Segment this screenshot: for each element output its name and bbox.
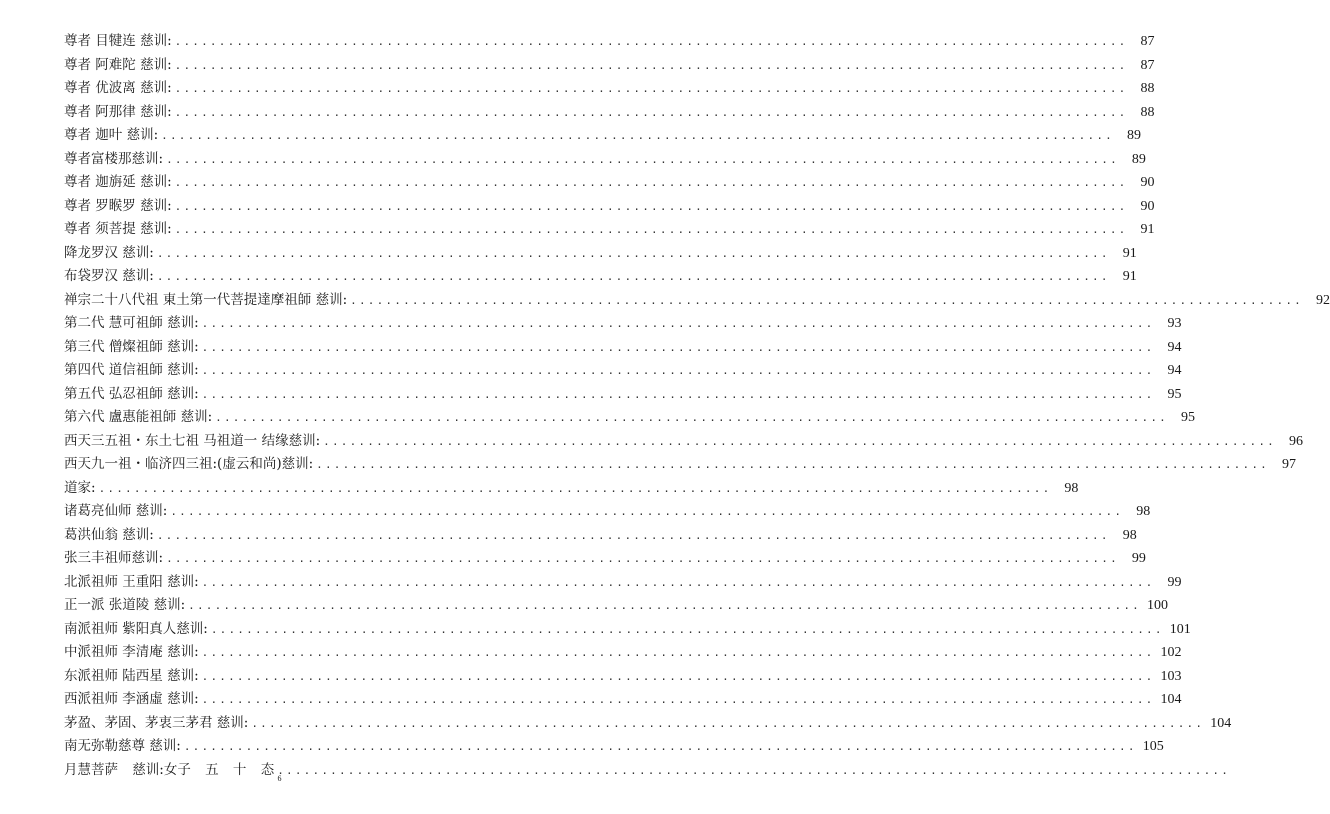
dot-leader: ............................................................................................................	[174, 176, 1128, 189]
page-number: 6	[277, 774, 282, 783]
toc-entry-page: 90	[1140, 198, 1155, 214]
dot-leader: ............................................................................................................	[98, 481, 1052, 495]
toc-entry[interactable]	[64, 336, 1182, 360]
dot-leader: ............................................................................................................	[350, 293, 1303, 307]
dot-leader: ............................................................................................................	[174, 82, 1128, 95]
toc-entry-title: 尊者 须菩提 慈训:	[64, 221, 172, 237]
toc-entry-page: 88	[1140, 104, 1155, 120]
toc-entry-page: 100	[1146, 598, 1168, 613]
toc-entry-page: 97	[1281, 457, 1296, 472]
table-of-contents	[64, 30, 1330, 782]
toc-entry-page: 94	[1167, 363, 1182, 378]
dot-leader: ............................................................................................................	[156, 528, 1110, 542]
toc-entry-page: 90	[1140, 175, 1155, 190]
toc-entry-title: 张三丰祖师慈训:	[64, 550, 164, 566]
toc-entry[interactable]	[64, 500, 1151, 524]
toc-entry-title: 布袋罗汉 慈训:	[64, 268, 154, 284]
toc-entry[interactable]	[64, 218, 1155, 242]
toc-entry[interactable]	[64, 124, 1141, 148]
toc-entry-title: 茅盈、茅固、茅衷三茅君 慈训:	[64, 714, 249, 731]
toc-entry[interactable]	[64, 735, 1164, 759]
dot-leader: ............................................................................................................	[156, 246, 1110, 260]
toc-entry-page: 89	[1131, 151, 1146, 167]
dot-leader: ............................................................................................................	[210, 622, 1164, 636]
toc-entry[interactable]	[64, 524, 1137, 548]
toc-entry-page: 99	[1131, 551, 1146, 566]
toc-entry[interactable]	[64, 265, 1137, 289]
toc-entry-page: 91	[1122, 245, 1137, 261]
dot-leader: ............................................................................................................	[201, 693, 1155, 706]
toc-entry-title: 尊者 阿难陀 慈训:	[64, 56, 172, 73]
toc-entry-title: 正一派 张道陵 慈训:	[64, 597, 186, 613]
dot-leader: ............................................................................................................	[174, 105, 1128, 119]
toc-entry-title: 中派祖师 李清庵 慈训:	[64, 644, 199, 660]
toc-entry[interactable]	[64, 430, 1303, 454]
toc-entry-title: 南派祖师 紫阳真人慈训:	[64, 620, 208, 637]
toc-entry-title: 第四代 道信祖師 慈训:	[64, 362, 199, 378]
dot-leader: ............................................................................................................	[174, 223, 1128, 236]
toc-entry[interactable]	[64, 477, 1079, 501]
toc-entry[interactable]	[64, 618, 1191, 642]
toc-entry-page: 94	[1167, 339, 1182, 355]
toc-entry-page: 104	[1160, 692, 1182, 707]
toc-entry-title: 尊者 目犍连 慈训:	[64, 33, 172, 49]
dot-leader: ............................................................................................................	[316, 458, 1269, 471]
toc-entry-page: 102	[1160, 645, 1182, 660]
toc-entry-title: 北派祖师 王重阳 慈训:	[64, 573, 199, 590]
toc-entry-page: 95	[1167, 386, 1182, 402]
toc-entry-page: 99	[1167, 574, 1182, 590]
dot-leader: ............................................................................................................	[166, 552, 1119, 565]
dot-leader: ............................................................................................................	[174, 58, 1128, 72]
toc-entry[interactable]	[64, 665, 1182, 689]
toc-entry[interactable]	[64, 547, 1146, 571]
toc-entry[interactable]	[64, 571, 1182, 595]
toc-entry-title: 尊者 罗睺罗 慈训:	[64, 197, 172, 214]
dot-leader: ............................................................................................................	[183, 740, 1137, 753]
dot-leader: ............................................................................................................	[201, 575, 1155, 589]
toc-entry-title: 第五代 弘忍祖師 慈训:	[64, 385, 199, 402]
toc-entry[interactable]	[64, 171, 1155, 195]
toc-entry-title: 月慧菩萨 慈训:女子 五 十 态	[64, 761, 275, 778]
toc-entry-title: 葛洪仙翁 慈训:	[64, 526, 154, 543]
toc-entry[interactable]	[64, 195, 1155, 219]
toc-entry-title: 西派祖师 李涵虛 慈训:	[64, 691, 199, 707]
dot-leader: ............................................................................................................	[201, 646, 1155, 659]
toc-entry[interactable]	[64, 359, 1182, 383]
toc-entry-title: 西天三五祖・东土七祖 马祖道一 结缘慈训:	[64, 432, 321, 449]
dot-leader: ............................................................................................................	[201, 387, 1155, 401]
toc-entry[interactable]	[64, 641, 1182, 665]
toc-entry[interactable]	[64, 453, 1296, 477]
dot-leader: ............................................................................................................	[174, 199, 1128, 213]
dot-leader: ............................................................................................................	[174, 35, 1128, 48]
toc-entry-title: 诸葛亮仙师 慈训:	[64, 503, 168, 519]
toc-entry-title: 尊者 优波离 慈训:	[64, 80, 172, 96]
toc-entry[interactable]	[64, 289, 1330, 313]
dot-leader: ............................................................................................................	[161, 129, 1114, 142]
dot-leader: ............................................................................................................	[188, 599, 1141, 612]
toc-entry-page: 91	[1140, 222, 1155, 237]
toc-entry-title: 第二代 慧可祖師 慈训:	[64, 315, 199, 331]
dot-leader: ............................................................................................................	[277, 763, 1231, 777]
toc-entry[interactable]	[64, 54, 1155, 78]
toc-entry-title: 道家:	[64, 479, 96, 496]
toc-entry-title: 降龙罗汉 慈训:	[64, 244, 154, 261]
toc-entry-title: 第六代 盧惠能祖師 慈训:	[64, 409, 213, 425]
toc-entry-title: 禅宗二十八代祖 東土第一代菩提達摩祖師 慈训:	[64, 291, 348, 308]
dot-leader: ............................................................................................................	[201, 340, 1155, 354]
toc-entry[interactable]	[64, 383, 1182, 407]
toc-entry-page: 105	[1142, 739, 1164, 754]
dot-leader: ............................................................................................................	[156, 270, 1110, 283]
dot-leader: ............................................................................................................	[201, 364, 1155, 377]
toc-entry-page: 96	[1288, 433, 1303, 449]
toc-entry-page: 104	[1210, 715, 1232, 731]
dot-leader: ............................................................................................................	[323, 434, 1276, 448]
toc-entry[interactable]	[64, 242, 1137, 266]
toc-entry[interactable]	[64, 30, 1155, 54]
toc-entry[interactable]	[64, 406, 1195, 430]
toc-entry-page: 91	[1122, 269, 1137, 284]
toc-entry[interactable]	[64, 688, 1182, 712]
dot-leader: ............................................................................................................	[166, 152, 1119, 166]
toc-entry-title: 尊者 迦旃延 慈训:	[64, 174, 172, 190]
dot-leader: ............................................................................................................	[201, 669, 1155, 683]
toc-entry-page: 103	[1160, 668, 1182, 684]
toc-entry-title: 东派祖师 陆西星 慈训:	[64, 667, 199, 684]
toc-entry-page: 87	[1140, 34, 1155, 49]
toc-entry-title: 南无弥勒慈尊 慈训:	[64, 738, 181, 754]
toc-entry-page: 92	[1315, 292, 1330, 308]
toc-entry-page: 89	[1126, 128, 1141, 143]
toc-entry[interactable]	[64, 101, 1155, 125]
dot-leader: ............................................................................................................	[215, 411, 1168, 424]
toc-entry-page: 88	[1140, 81, 1155, 96]
toc-entry[interactable]	[64, 712, 1232, 736]
dot-leader: ............................................................................................................	[201, 317, 1155, 330]
toc-entry-page: 101	[1169, 621, 1191, 637]
toc-entry-page: 95	[1180, 410, 1195, 425]
toc-entry-page: 98	[1122, 527, 1137, 543]
dot-leader: ............................................................................................................	[170, 505, 1124, 518]
toc-entry-page: 98	[1136, 504, 1151, 519]
toc-entry-title: 西天九一祖・临济四三祖:(虚云和尚)慈训:	[64, 456, 314, 472]
toc-entry-page: 98	[1064, 480, 1079, 496]
dot-leader: ............................................................................................................	[251, 716, 1205, 730]
toc-entry[interactable]	[64, 594, 1168, 618]
toc-entry-title: 尊者 迦叶 慈训:	[64, 127, 159, 143]
toc-entry[interactable]	[64, 148, 1146, 172]
toc-entry[interactable]	[64, 312, 1182, 336]
toc-entry-title: 尊者 阿那律 慈训:	[64, 103, 172, 120]
toc-entry[interactable]	[64, 77, 1155, 101]
toc-entry-title: 第三代 僧燦祖師 慈训:	[64, 338, 199, 355]
toc-entry-page: 93	[1167, 316, 1182, 331]
toc-entry-page: 87	[1140, 57, 1155, 73]
toc-entry-title: 尊者富楼那慈训:	[64, 150, 164, 167]
